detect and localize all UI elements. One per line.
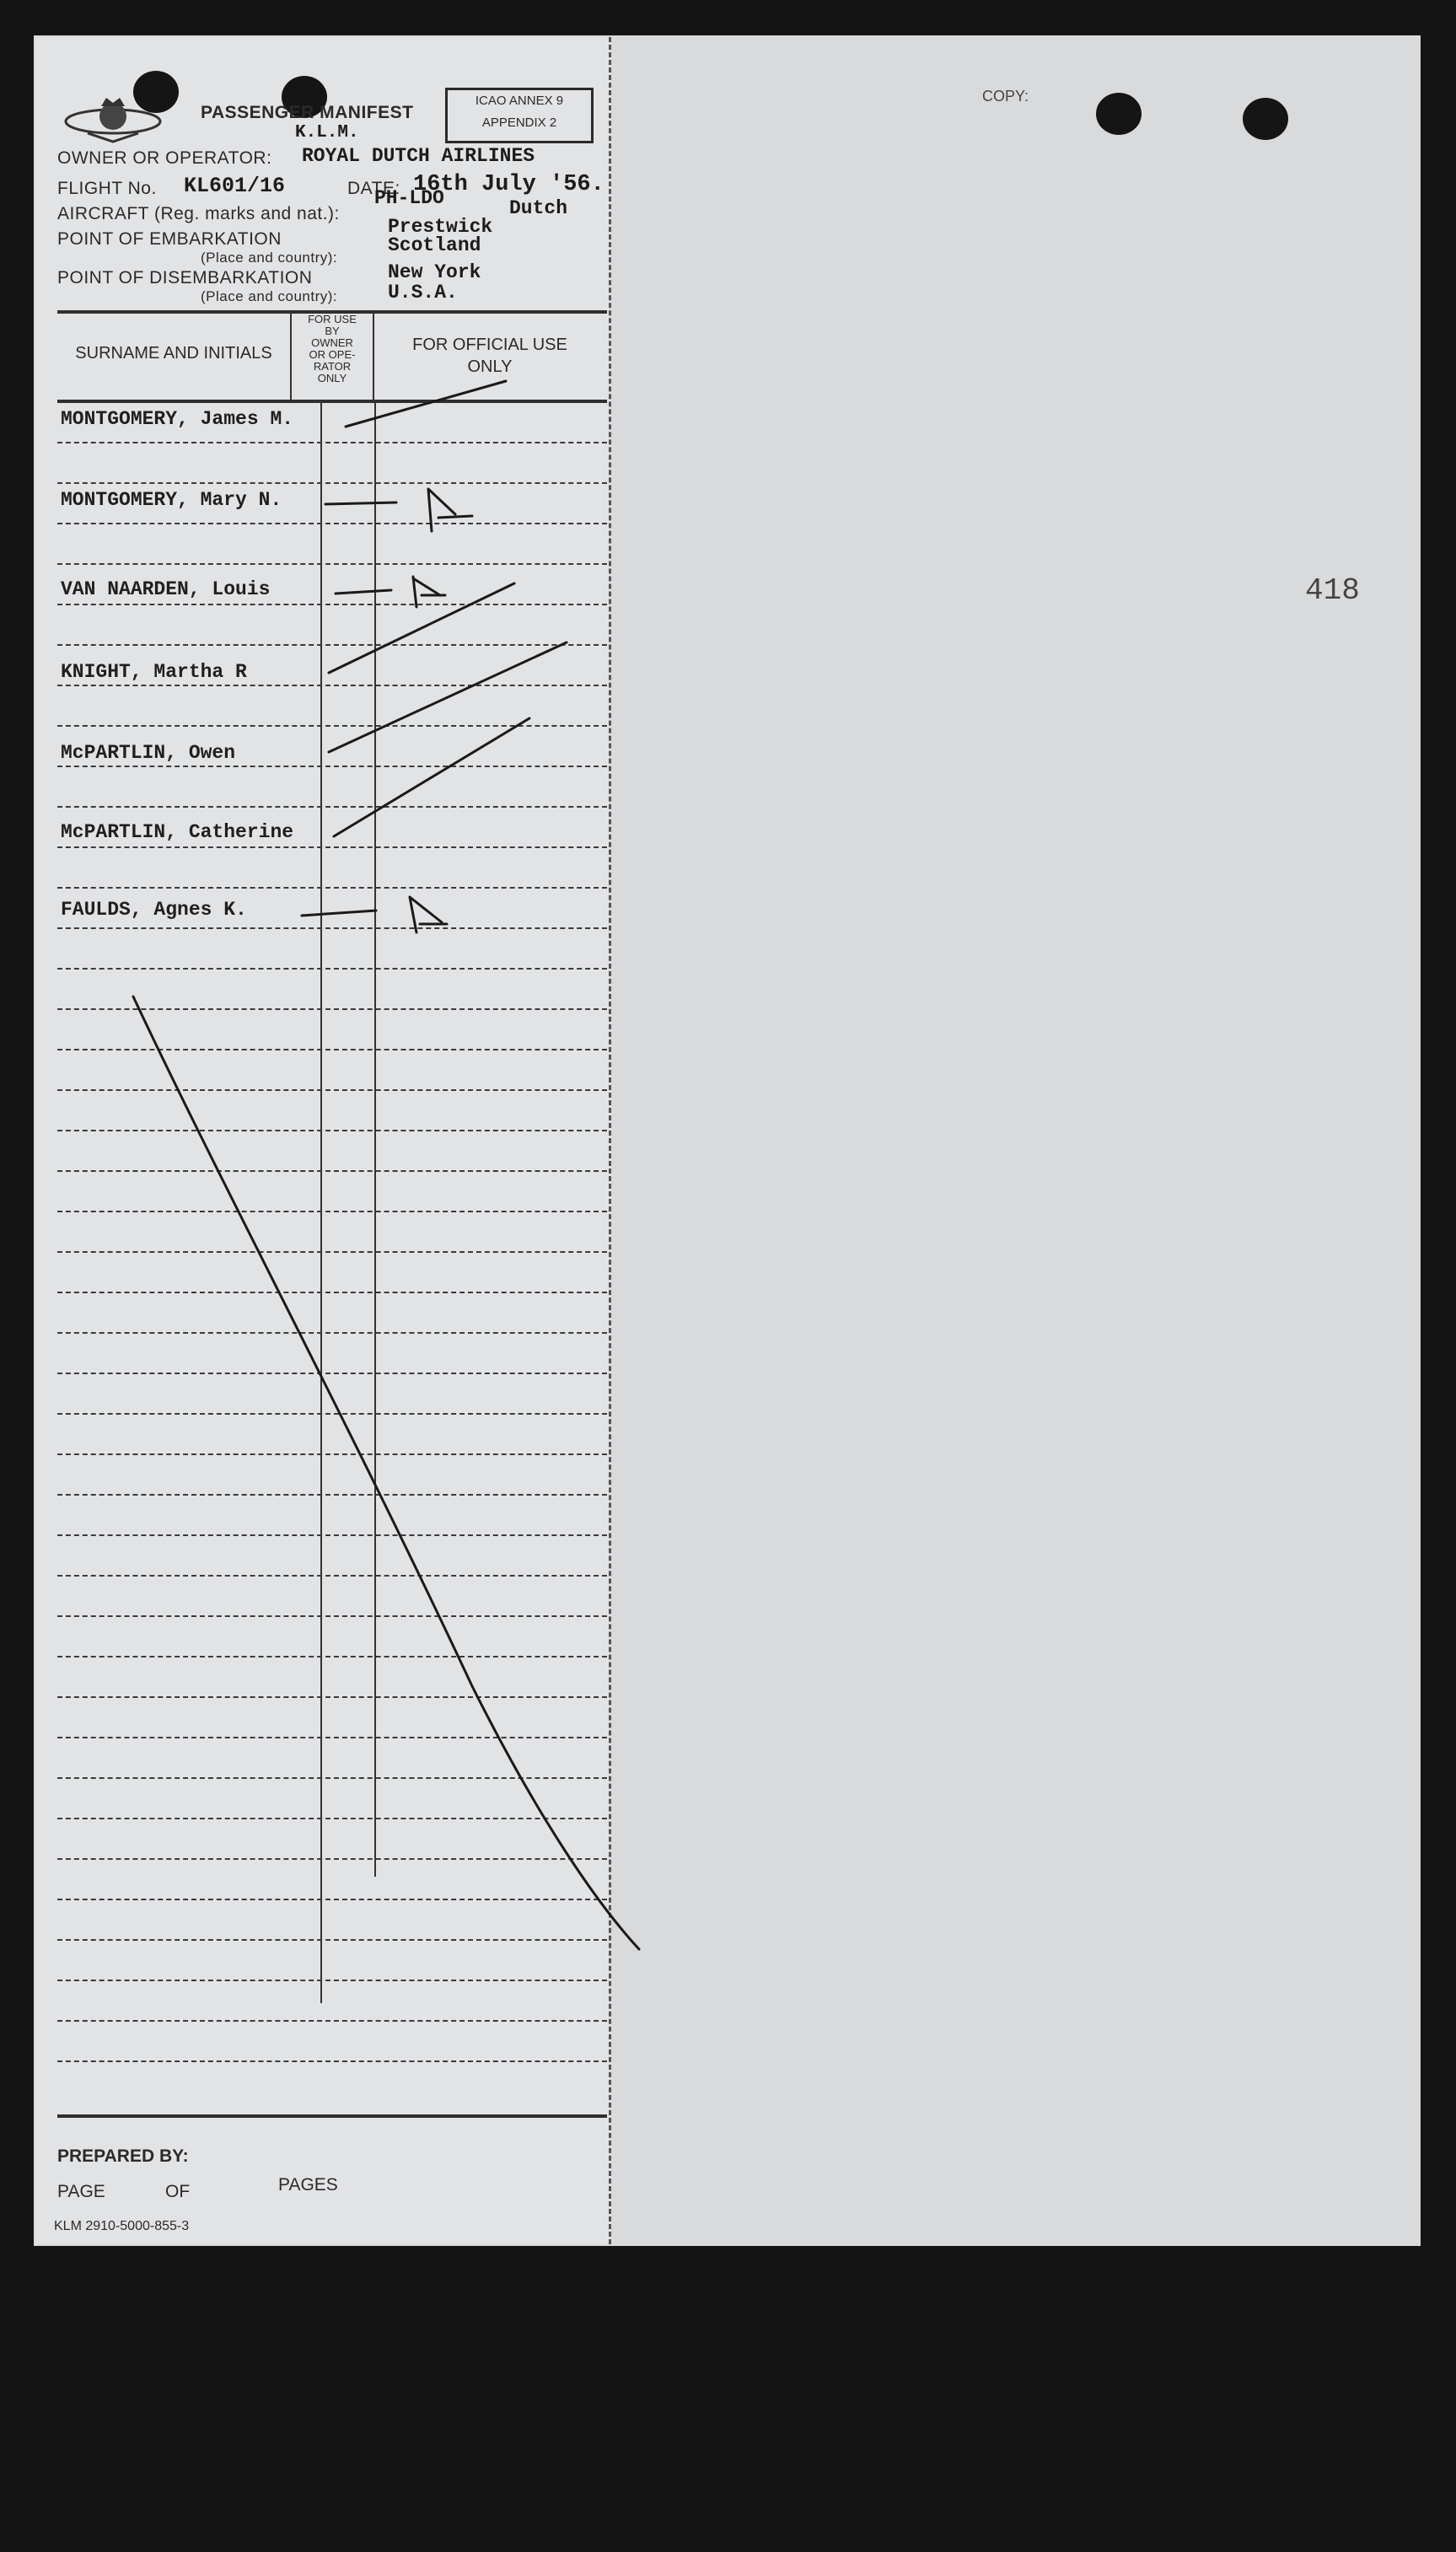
- passenger-name: VAN NAARDEN, Louis: [61, 578, 271, 600]
- form-code: KLM 2910-5000-855-3: [54, 2219, 190, 2233]
- official-use-line-1: FOR OFFICIAL USE: [412, 336, 567, 354]
- airline-stamp: K.L.M.: [295, 123, 359, 142]
- copy-note: COPY:: [982, 88, 1029, 105]
- flight-value: KL601/16: [184, 174, 286, 198]
- official-dash-mark: [325, 502, 396, 504]
- date-label: DATE:: [347, 179, 400, 198]
- passenger-name: McPARTLIN, Catherine: [61, 821, 294, 843]
- passenger-name: KNIGHT, Martha R: [61, 661, 247, 683]
- owner-use-line: BY: [325, 325, 340, 337]
- date-value: 16th July '56.: [413, 172, 604, 197]
- official-dash-mark: [336, 590, 391, 594]
- owner-value: ROYAL DUTCH AIRLINES: [302, 145, 535, 167]
- embark-country: Scotland: [388, 234, 481, 256]
- disembark-place: New York: [388, 261, 481, 283]
- official-check-stroke: [329, 642, 567, 752]
- flight-label: FLIGHT No.: [57, 179, 157, 198]
- prepared-by-label: PREPARED BY:: [57, 2146, 189, 2166]
- official-a-mark: [410, 897, 447, 932]
- pages-label: PAGES: [278, 2175, 338, 2195]
- disembark-country: U.S.A.: [388, 282, 458, 304]
- passenger-name: McPARTLIN, Owen: [61, 742, 236, 764]
- cancel-diagonal-stroke: [133, 997, 639, 1949]
- owner-use-line: OWNER: [311, 336, 353, 349]
- manifest-title: PASSENGER MANIFEST: [201, 103, 414, 122]
- embark-label: POINT OF EMBARKATION: [57, 229, 282, 249]
- page-label: PAGE: [57, 2182, 105, 2201]
- disembark-label: POINT OF DISEMBARKATION: [57, 268, 313, 287]
- owner-use-line: OR OPE-: [309, 348, 356, 361]
- official-check-stroke: [329, 583, 514, 673]
- official-a-mark: [413, 577, 445, 607]
- disembark-sub: (Place and country):: [201, 288, 338, 304]
- icao-line-1: ICAO ANNEX 9: [475, 94, 564, 108]
- owner-use-line: RATOR: [313, 360, 352, 373]
- owner-use-line: FOR USE: [308, 313, 357, 325]
- owner-label: OWNER OR OPERATOR:: [57, 148, 272, 168]
- aircraft-label: AIRCRAFT (Reg. marks and nat.):: [57, 204, 340, 223]
- official-use-line-2: ONLY: [467, 357, 513, 376]
- aircraft-reg: PH-LDO: [374, 187, 444, 209]
- official-check-stroke: [346, 381, 506, 427]
- passenger-name: FAULDS, Agnes K.: [61, 899, 247, 921]
- page-number: 418: [1305, 573, 1360, 608]
- passenger-name: MONTGOMERY, James M.: [61, 408, 294, 430]
- official-a-mark: [428, 489, 472, 531]
- of-label: OF: [165, 2182, 191, 2201]
- embark-sub: (Place and country):: [201, 250, 338, 266]
- embark-place: Prestwick: [388, 216, 493, 238]
- official-dash-mark: [302, 911, 376, 916]
- surname-column-header: SURNAME AND INITIALS: [75, 344, 272, 363]
- icao-line-2: APPENDIX 2: [481, 116, 557, 130]
- passenger-name: MONTGOMERY, Mary N.: [61, 489, 282, 511]
- owner-use-line: ONLY: [317, 372, 347, 384]
- aircraft-nat: Dutch: [509, 197, 568, 219]
